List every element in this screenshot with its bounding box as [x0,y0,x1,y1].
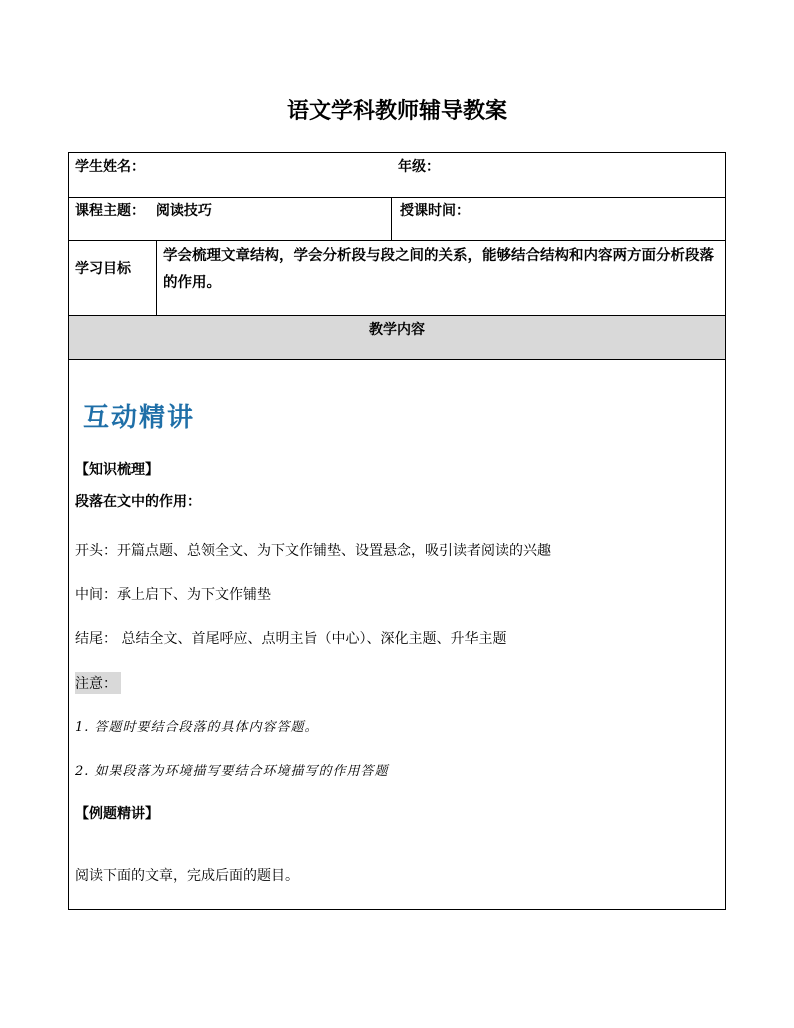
lesson-plan-table [68,152,726,910]
row-divider [69,359,725,360]
student-name-label: 学生姓名： [75,159,145,175]
row-divider [69,197,725,198]
document-title: 语文学科教师辅导教案 [286,98,507,124]
course-topic-label [75,201,212,221]
course-topic-value: 阅读技巧 [155,203,212,219]
note-label: 注意： [75,672,121,694]
middle-line: 中间：承上启下、为下文作铺垫 [75,587,271,603]
ending-line: 结尾： 总结全文、首尾呼应、点明主旨（中心）、深化主题、升华主题 [75,631,507,647]
row-divider [69,240,725,241]
note-item-2: 2. 如果段落为环境描写要结合环境描写的作用答题 [75,764,389,779]
col-divider [391,197,392,240]
course-topic-label-text: 课程主题： [75,203,145,219]
goal-text: 学会梳理文章结构，学会分析段与段之间的关系，能够结合结构和内容两方面分析段落的作用。 [163,248,714,291]
grade-label: 年级： [398,159,440,175]
goal-label: 学习目标 [75,261,131,277]
paragraph-role-title: 段落在文中的作用： [75,494,201,510]
content-label: 教学内容 [369,322,425,338]
class-time-label: 授课时间： [400,203,470,219]
opening-line: 开头：开篇点题、总领全文、为下文作铺垫、设置悬念，吸引读者阅读的兴趣 [75,543,551,559]
note-item-1: 1. 答题时要结合段落的具体内容答题。 [75,720,319,735]
section-heading: 互动精讲 [83,403,196,433]
knowledge-label: 【知识梳理】 [75,462,159,478]
col-divider [156,240,157,315]
example-label: 【例题精讲】 [75,806,159,822]
instruction-line: 阅读下面的文章，完成后面的题目。 [75,868,299,884]
